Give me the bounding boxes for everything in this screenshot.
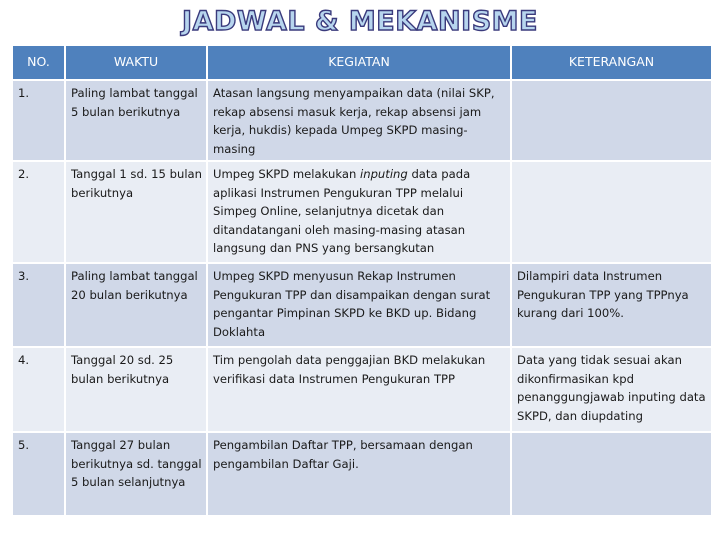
- kegiatan-text: Umpeg SKPD melakukan: [213, 167, 360, 181]
- row-kegiatan: Pengambilan Daftar TPP, bersamaan dengan pengambilan Daftar Gaji.: [207, 432, 511, 516]
- table-row: [12, 347, 712, 432]
- row-waktu: Paling lambat tanggal 20 bulan berikutnya: [65, 263, 207, 347]
- row-number: 3.: [12, 263, 65, 347]
- table-row: [12, 432, 712, 516]
- row-number: 1.: [12, 80, 65, 161]
- row-kegiatan: [207, 161, 511, 263]
- row-kegiatan: Tim pengolah data penggajian BKD melakukan verifikasi data Instrumen Pengukuran TPP: [207, 347, 511, 432]
- kegiatan-italic-text: inputing: [360, 167, 408, 181]
- header-kegiatan: KEGIATAN: [207, 45, 511, 80]
- header-waktu: WAKTU: [65, 45, 207, 80]
- row-waktu: Paling lambat tanggal 5 bulan berikutnya: [65, 80, 207, 161]
- row-waktu: Tanggal 20 sd. 25 bulan berikutnya: [65, 347, 207, 432]
- row-keterangan: Dilampiri data Instrumen Pengukuran TPP yang TPPnya kurang dari 100%.: [511, 263, 712, 347]
- row-waktu: Tanggal 27 bulan berikutnya sd. tanggal 5 bulan selanjutnya: [65, 432, 207, 516]
- row-keterangan: Data yang tidak sesuai akan dikonfirmasikan kpd penanggungjawab inputing data SKPD, dan diupdating: [511, 347, 712, 432]
- table-row: [12, 263, 712, 347]
- row-kegiatan: Atasan langsung menyampaikan data (nilai SKP, rekap absensi masuk kerja, rekap absensi jam kerja, hukdis) kepada Umpeg SKPD masing-masing: [207, 80, 511, 161]
- row-kegiatan: Umpeg SKPD menyusun Rekap Instrumen Pengukuran TPP dan disampaikan dengan surat pengantar Pimpinan SKPD ke BKD up. Bidang Doklahta: [207, 263, 511, 347]
- header-keterangan: KETERANGAN: [511, 45, 712, 80]
- schedule-table: [11, 44, 713, 517]
- row-waktu: Tanggal 1 sd. 15 bulan berikutnya: [65, 161, 207, 263]
- table-header-row: [12, 45, 712, 80]
- header-no: NO.: [12, 45, 65, 80]
- kegiatan-text: data pada aplikasi Instrumen Pengukuran TPP melalui Simpeg Online, selanjutnya dicetak dan ditandatangani oleh masing-masing atasan langsung dan PNS yang bersangkutan: [213, 167, 471, 255]
- row-keterangan: [511, 161, 712, 263]
- table-row: [12, 161, 712, 263]
- row-number: 2.: [12, 161, 65, 263]
- row-number: 4.: [12, 347, 65, 432]
- row-keterangan: [511, 432, 712, 516]
- row-number: 5.: [12, 432, 65, 516]
- row-keterangan: [511, 80, 712, 161]
- page-title: JADWAL & MEKANISME: [182, 6, 538, 37]
- table-row: [12, 80, 712, 161]
